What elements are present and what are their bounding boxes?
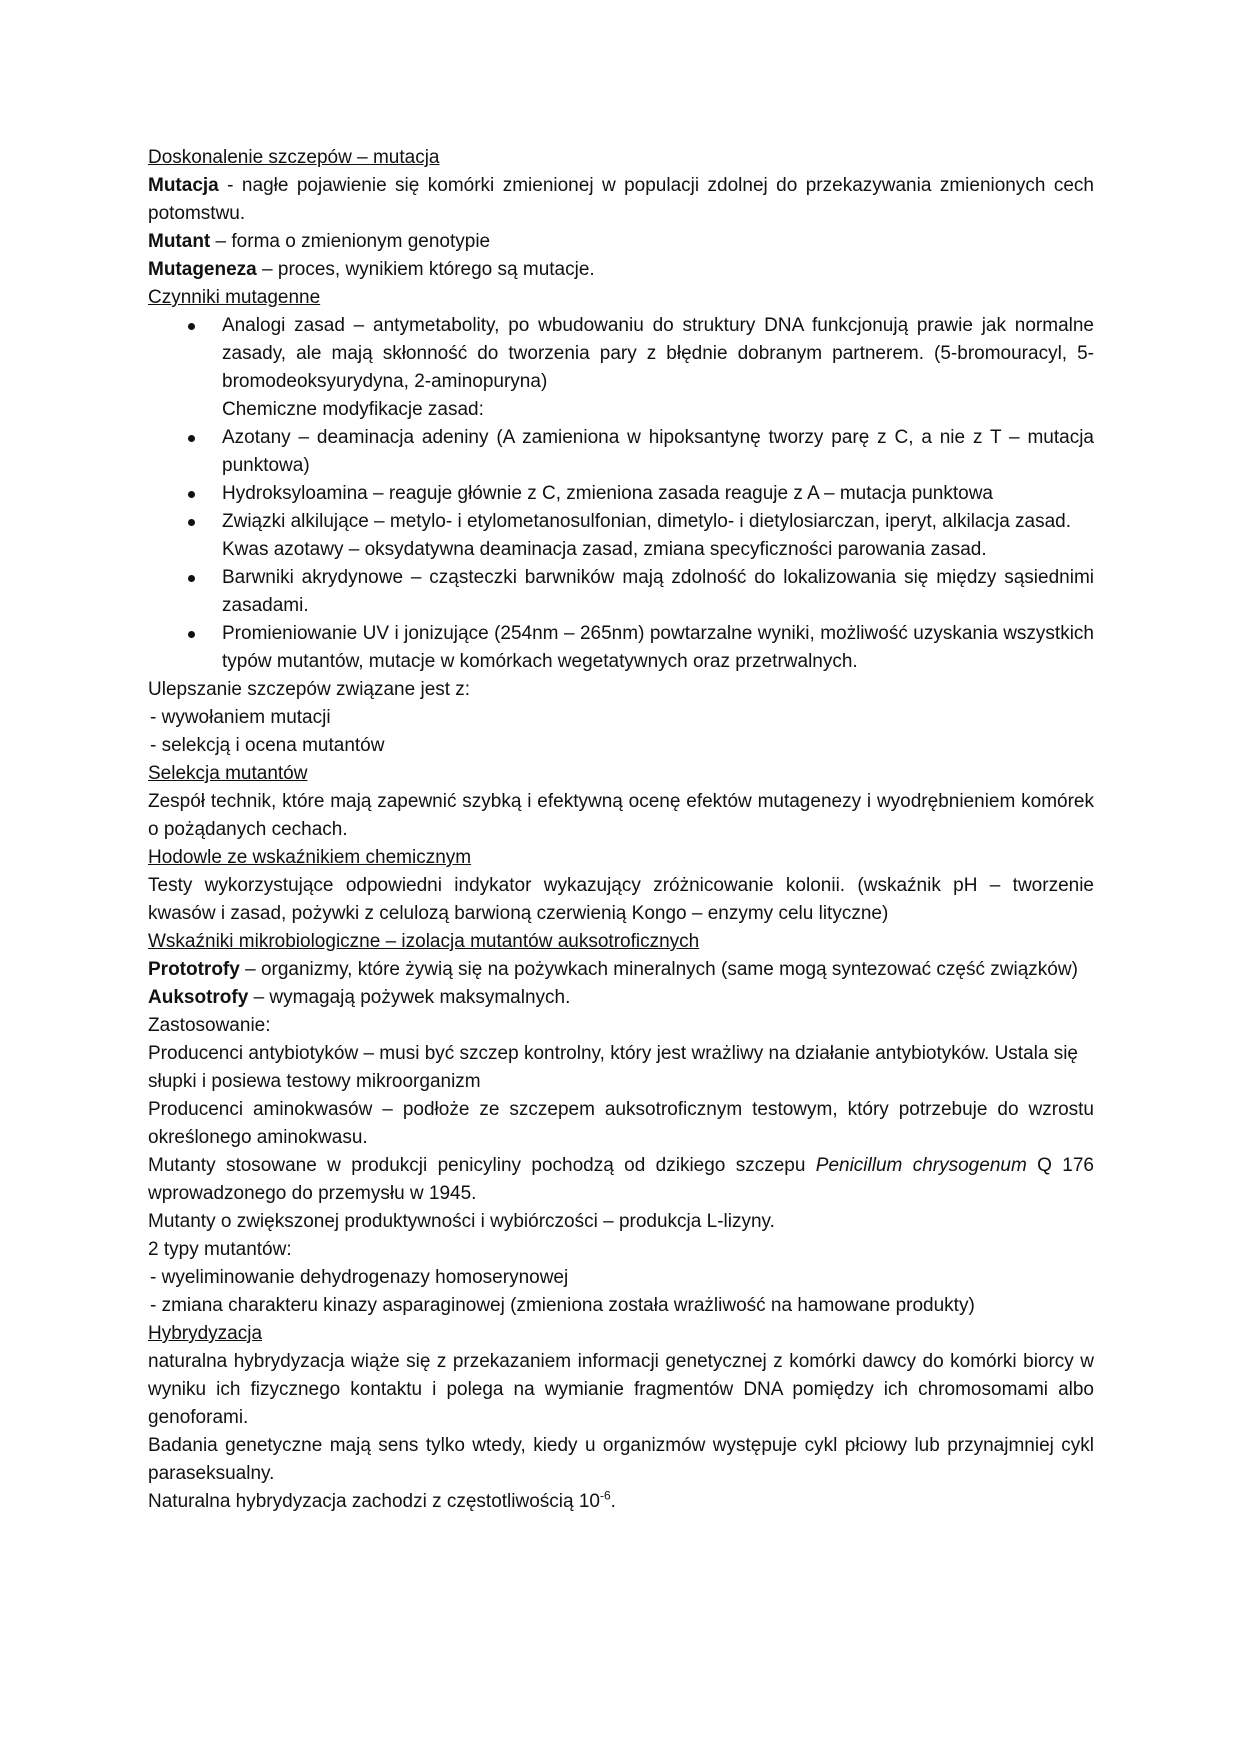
definition-prototrofy-text: – organizmy, które żywią się na pożywkach mineralnych (same mogą syntezować część związków)	[239, 959, 1078, 980]
paragraph-typy: 2 typy mutantów:	[148, 1239, 292, 1260]
list-item-text: Związki alkilujące – metylo- i etylometanosulfonian, dimetylo- i dietylosiarczan, iperyt, alkilacja zasad.	[222, 511, 1072, 532]
frequency-exponent: -6	[600, 1488, 611, 1503]
definition-mutant-text: – forma o zmienionym genotypie	[210, 231, 491, 252]
list-item	[148, 620, 1094, 676]
list-item-text: Barwniki akrydynowe – cząsteczki barwników mają zdolność do lokalizowania się między sąsiednimi zasadami.	[222, 567, 1094, 616]
frequency-text: Naturalna hybrydyzacja zachodzi z częstotliwością 10	[148, 1491, 600, 1512]
penicylina-text: Mutanty stosowane w produkcji penicyliny pochodzą od dzikiego szczepu	[148, 1155, 816, 1176]
indented-line: Chemiczne modyfikacje zasad:	[222, 399, 484, 420]
heading-selekcja: Selekcja mutantów	[148, 763, 308, 784]
heading-wskazniki: Wskaźniki mikrobiologiczne – izolacja mutantów auksotroficznych	[148, 931, 700, 952]
paragraph-penicylina	[148, 1152, 1094, 1208]
paragraph-antybiotyki: Producenci antybiotyków – musi być szczep kontrolny, który jest wrażliwy na działanie antybiotyków. Ustala się słupki i posiewa testowy mikroorganizm	[148, 1043, 1078, 1092]
definition-mutant	[148, 228, 1094, 256]
definition-prototrofy	[148, 956, 1094, 984]
dash-item: - zmiana charakteru kinazy asparaginowej (zmieniona została wrażliwość na hamowane produkty)	[150, 1295, 975, 1316]
heading-hodowle: Hodowle ze wskaźnikiem chemicznym	[148, 847, 472, 868]
list-item	[148, 312, 1094, 396]
heading-czynniki: Czynniki mutagenne	[148, 287, 321, 308]
paragraph-hybrydyzacja-2: Badania genetyczne mają sens tylko wtedy, kiedy u organizmów występuje cykl płciowy lub przynajmniej cykl paraseksualny.	[148, 1435, 1094, 1484]
list-item-text: Azotany – deaminacja adeniny (A zamieniona w hipoksantynę tworzy parę z C, a nie z T – mutacja punktowa)	[222, 427, 1094, 476]
term-mutageneza: Mutageneza	[148, 259, 257, 280]
term-prototrofy: Prototrofy	[148, 959, 240, 980]
dash-item: - wywołaniem mutacji	[150, 707, 331, 728]
term-auksotrofy: Auksotrofy	[148, 987, 249, 1008]
paragraph-hybrydyzacja-1: naturalna hybrydyzacja wiąże się z przekazaniem informacji genetycznej z komórki dawcy do komórki biorcy w wyniku ich fizycznego kontaktu i polega na wymianie fragmentów DNA pomiędzy ich chromosomami albo genoforami.	[148, 1351, 1094, 1428]
penicylina-text-end: Q 176 wprowadzonego do przemysłu w 1945.	[148, 1155, 1094, 1204]
term-mutacja: Mutacja	[148, 175, 219, 196]
paragraph-lizyna: Mutanty o zwiększonej produktywności i wybiórczości – produkcja L-lizyny.	[148, 1211, 775, 1232]
definition-auksotrofy	[148, 984, 1094, 1012]
list-item-text: Hydroksyloamina – reaguje głównie z C, zmieniona zasada reaguje z A – mutacja punktowa	[222, 483, 993, 504]
paragraph-aminokwasy: Producenci aminokwasów – podłoże ze szczepem auksotroficznym testowym, który potrzebuje do wzrostu określonego aminokwasu.	[148, 1099, 1094, 1148]
definition-mutacja	[148, 172, 1094, 228]
species-name: Penicillum chrysogenum	[815, 1155, 1027, 1176]
bullet-icon	[188, 631, 195, 638]
bullet-icon	[188, 435, 195, 442]
heading-mutacja: Doskonalenie szczepów – mutacja	[148, 147, 440, 168]
bullet-icon	[188, 491, 195, 498]
term-mutant: Mutant	[148, 231, 211, 252]
bullet-icon	[188, 519, 195, 526]
definition-mutageneza	[148, 256, 1094, 284]
paragraph-selekcja: Zespół technik, które mają zapewnić szybką i efektywną ocenę efektów mutagenezy i wyodrębnieniem komórek o pożądanych cechach.	[148, 791, 1094, 840]
paragraph-zastosowanie: Zastosowanie:	[148, 1015, 271, 1036]
list-item	[148, 480, 1094, 508]
dash-item: - wyeliminowanie dehydrogenazy homoserynowej	[150, 1267, 569, 1288]
paragraph-ulepszanie: Ulepszanie szczepów związane jest z:	[148, 679, 471, 700]
list-item	[148, 508, 1094, 536]
bullet-icon	[188, 323, 195, 330]
definition-mutacja-text: - nagłe pojawienie się komórki zmienionej w populacji zdolnej do przekazywania zmienionych cech potomstwu.	[148, 175, 1094, 224]
paragraph-hybrydyzacja-3	[148, 1488, 1094, 1516]
indented-line: Kwas azotawy – oksydatywna deaminacja zasad, zmiana specyficzności parowania zasad.	[222, 539, 987, 560]
heading-hybrydyzacja: Hybrydyzacja	[148, 1323, 263, 1344]
definition-auksotrofy-text: – wymagają pożywek maksymalnych.	[248, 987, 571, 1008]
list-item	[148, 564, 1094, 620]
frequency-text-end: .	[610, 1491, 616, 1512]
mutagen-list	[148, 564, 1094, 676]
definition-mutageneza-text: – proces, wynikiem którego są mutacje.	[256, 259, 595, 280]
paragraph-hodowle: Testy wykorzystujące odpowiedni indykator wykazujący zróżnicowanie kolonii. (wskaźnik pH – tworzenie kwasów i zasad, pożywki z celulozą barwioną czerwienią Kongo – enzymy celu lityczne)	[148, 875, 1094, 924]
list-item	[148, 424, 1094, 480]
bullet-icon	[188, 575, 195, 582]
mutagen-list	[148, 424, 1094, 536]
list-item-text: Promieniowanie UV i jonizujące (254nm – 265nm) powtarzalne wyniki, możliwość uzyskania wszystkich typów mutantów, mutacje w komórkach wegetatywnych oraz przetrwalnych.	[222, 623, 1094, 672]
list-item-text: Analogi zasad – antymetabolity, po wbudowaniu do struktury DNA funkcjonują prawie jak normalne zasady, ale mają skłonność do tworzenia pary z błędnie dobranym partnerem. (5-bromouracyl, 5-bromodeoksyurydyna, 2-aminopuryna)	[222, 315, 1094, 392]
dash-item: - selekcją i ocena mutantów	[150, 735, 385, 756]
mutagen-list	[148, 312, 1094, 396]
